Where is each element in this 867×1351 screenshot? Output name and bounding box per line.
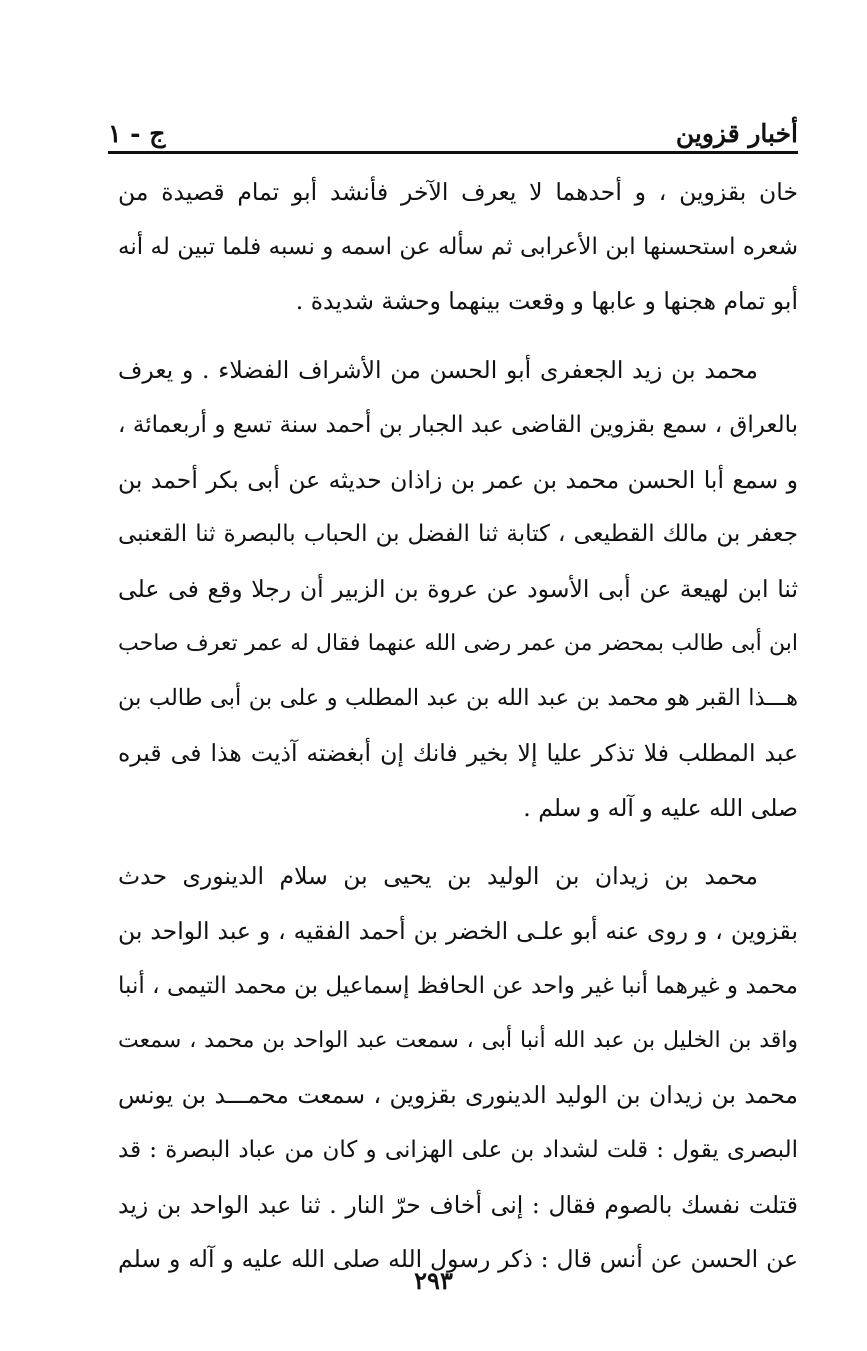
text-line: و سمع أبا الحسن محمد بن عمر بن زاذان حديثه عن أبى بكر أحمد بن [118, 465, 798, 494]
text-line: جعفر بن مالك القطيعى ، كتابة ثنا الفضل بن الحباب بالبصرة ثنا القعنبى [118, 521, 798, 548]
header-rule [108, 151, 798, 154]
paragraph-1 [118, 165, 798, 329]
text-line: محمد بن زيدان بن الوليد الدينورى بقزوين ، سمعت محمـــد بن يونس [118, 1081, 798, 1110]
paragraph-3 [118, 849, 798, 1287]
text-line: أبو تمام هجنها و عابها و وقعت بينهما وحشة شديدة . [295, 287, 798, 316]
paragraph-2 [118, 343, 798, 835]
text-line: هـــذا القبر هو محمد بن عبد الله بن عبد المطلب و على بن أبى طالب بن [118, 685, 798, 712]
text-line: شعره استحسنها ابن الأعرابى ثم سأله عن اسمه و نسبه فلما تبين له أنه [118, 233, 798, 260]
text-line: واقد بن الخليل بن عبد الله أنبا أبى ، سمعت عبد الواحد بن محمد ، سمعت [118, 1027, 798, 1053]
text-line: محمد بن زيدان بن الوليد بن يحيى بن سلام الدينورى حدث [118, 862, 758, 891]
volume-label: ج - ١ [108, 119, 166, 148]
running-head [108, 112, 798, 148]
text-line: ثنا ابن لهيعة عن أبى الأسود عن عروة بن الزبير أن رجلا وقع فى على [118, 574, 798, 603]
text-line: عن الحسن عن أنس قال : ذكر رسول الله صلى الله عليه و آله و سلم [118, 1245, 798, 1274]
text-line: قتلت نفسك بالصوم فقال : إنى أخاف حرّ النار . ثنا عبد الواحد بن زيد [118, 1190, 798, 1219]
text-line: بالعراق ، سمع بقزوين القاضى عبد الجبار بن أحمد سنة تسع و أربعمائة ، [118, 411, 798, 438]
text-line: ابن أبى طالب بمحضر من عمر رضى الله عنهما فقال له عمر تعرف صاحب [118, 630, 798, 656]
body-text [118, 165, 798, 1287]
text-line: محمد بن زيد الجعفرى أبو الحسن من الأشراف الفضلاء . و يعرف [118, 356, 758, 385]
text-line: عبد المطلب فلا تذكر عليا إلا بخير فانك إن أبغضته آذيت هذا فى قبره [118, 739, 798, 768]
text-line: محمد و غيرهما أنبا غير واحد عن الحافظ إسماعيل بن محمد التيمى ، أنبا [118, 972, 798, 999]
text-line: البصرى يقول : قلت لشداد بن على الهزانى و كان من عباد البصرة : قد [118, 1136, 798, 1163]
text-line: بقزوين ، و روى عنه أبو علـى الخضر بن أحمد الفقيه ، و عبد الواحد بن [118, 917, 798, 946]
text-line: خان بقزوين ، و أحدهما لا يعرف الآخر فأنشد أبو تمام قصيدة من [118, 178, 798, 206]
book-title: أخبار قزوين [675, 119, 798, 148]
page-number: ٢٩٣ [414, 1266, 453, 1295]
text-line: صلى الله عليه و آله و سلم . [523, 793, 798, 822]
